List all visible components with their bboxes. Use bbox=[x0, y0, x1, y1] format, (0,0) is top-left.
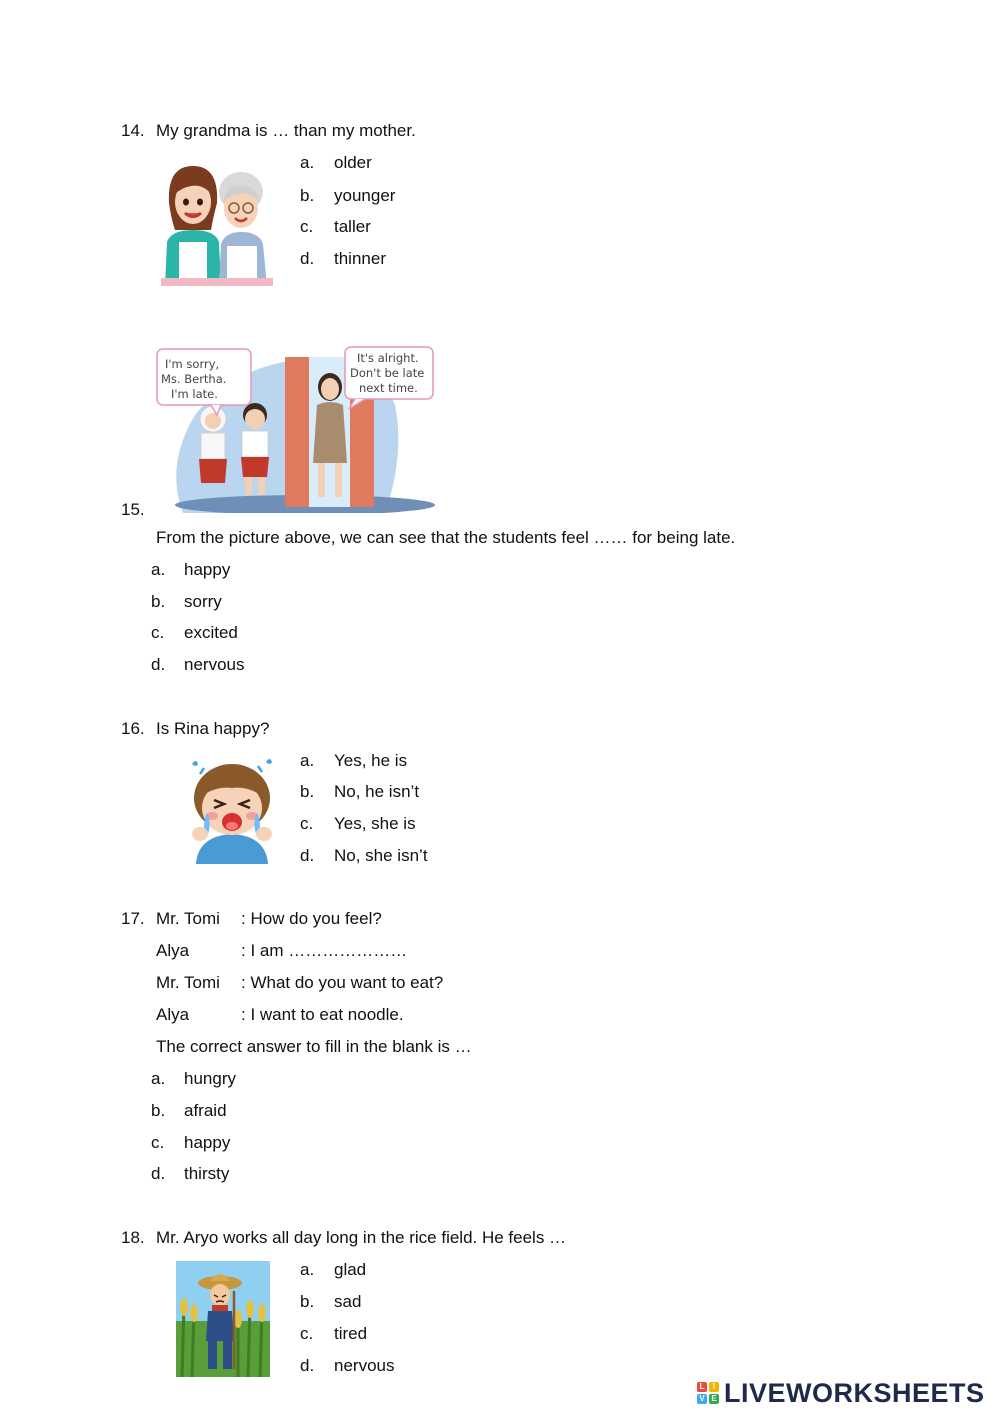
q17-dialogue-line: : I am ………………… bbox=[241, 941, 408, 960]
q17-speaker: Alya bbox=[156, 1005, 190, 1024]
q14-option-letter: b. bbox=[300, 186, 315, 205]
q17-dialogue-line: : I want to eat noodle. bbox=[241, 1005, 404, 1024]
q17-dialogue-line: : How do you feel? bbox=[241, 909, 382, 928]
q17-speaker: Mr. Tomi bbox=[156, 909, 220, 928]
q16-option-text: No, he isn’t bbox=[334, 782, 420, 801]
q14-option-text: taller bbox=[334, 217, 371, 236]
q15-option-text: sorry bbox=[184, 592, 222, 611]
liveworksheets-logo-icon bbox=[697, 1382, 719, 1404]
q14-option-letter: c. bbox=[300, 217, 314, 236]
q16-option-letter: b. bbox=[300, 782, 315, 801]
q17-option-letter: d. bbox=[151, 1164, 166, 1183]
q16-crying-girl-illustration bbox=[184, 754, 280, 864]
q18-option-letter: c. bbox=[300, 1324, 314, 1343]
q17-prompt: The correct answer to fill in the blank is … bbox=[156, 1037, 472, 1056]
q18-option-letter: d. bbox=[300, 1356, 315, 1375]
q18-option-text: nervous bbox=[334, 1356, 395, 1375]
q18-number: 18. bbox=[121, 1228, 145, 1247]
q17-dialogue-line: : What do you want to eat? bbox=[241, 973, 444, 992]
q16-number: 16. bbox=[121, 719, 145, 738]
q15-bubble-left-line: Ms. Bertha. bbox=[161, 372, 227, 386]
q17-option-text: thirsty bbox=[184, 1164, 230, 1183]
q17-option-text: happy bbox=[184, 1133, 231, 1152]
q16-option-text: No, she isn’t bbox=[334, 846, 428, 865]
q15-bubble-right-line: Don't be late bbox=[350, 366, 425, 380]
q17-speaker: Alya bbox=[156, 941, 190, 960]
q18-option-text: sad bbox=[334, 1292, 362, 1311]
q15-option-text: nervous bbox=[184, 655, 245, 674]
q14-option-text: older bbox=[334, 153, 372, 172]
q18-option-letter: a. bbox=[300, 1260, 315, 1279]
q18-question: Mr. Aryo works all day long in the rice field. He feels … bbox=[156, 1228, 567, 1247]
q18-option-text: tired bbox=[334, 1324, 368, 1343]
q15-bubble-left-line: I'm sorry, bbox=[165, 357, 220, 371]
q17-number: 17. bbox=[121, 909, 145, 928]
q15-question: From the picture above, we can see that the students feel …… for being late. bbox=[156, 528, 736, 547]
q16-option-letter: d. bbox=[300, 846, 315, 865]
q15-option-letter: d. bbox=[151, 655, 166, 674]
q18-tired-farmer-illustration bbox=[176, 1261, 270, 1377]
q17-speaker: Mr. Tomi bbox=[156, 973, 220, 992]
q15-option-letter: b. bbox=[151, 592, 166, 611]
logo-letter: E bbox=[709, 1394, 719, 1404]
q14-option-letter: a. bbox=[300, 153, 315, 172]
q16-option-letter: a. bbox=[300, 751, 315, 770]
q15-option-text: happy bbox=[184, 560, 231, 579]
q17-option-text: hungry bbox=[184, 1069, 236, 1088]
q15-number: 15. bbox=[121, 500, 145, 519]
q14-option-letter: d. bbox=[300, 249, 315, 268]
q15-bubble-right-line: next time. bbox=[359, 381, 418, 395]
q14-option-text: younger bbox=[334, 186, 396, 205]
q15-option-letter: a. bbox=[151, 560, 166, 579]
q15-late-students-illustration bbox=[155, 345, 437, 513]
q18-option-text: glad bbox=[334, 1260, 367, 1279]
liveworksheets-brand bbox=[697, 1378, 993, 1408]
q16-option-text: Yes, she is bbox=[334, 814, 416, 833]
q16-question: Is Rina happy? bbox=[156, 719, 270, 738]
q16-option-letter: c. bbox=[300, 814, 314, 833]
q14-mother-grandma-illustration bbox=[161, 158, 273, 286]
q17-option-letter: b. bbox=[151, 1101, 166, 1120]
q15-bubble-left-line: I'm late. bbox=[171, 387, 218, 401]
logo-letter: I bbox=[709, 1382, 719, 1392]
logo-letter: V bbox=[697, 1394, 707, 1404]
q14-option-text: thinner bbox=[334, 249, 386, 268]
q18-option-letter: b. bbox=[300, 1292, 315, 1311]
q15-option-text: excited bbox=[184, 623, 238, 642]
q17-option-text: afraid bbox=[184, 1101, 227, 1120]
logo-letter: L bbox=[697, 1382, 707, 1392]
q16-option-text: Yes, he is bbox=[334, 751, 408, 770]
brand-name: LIVEWORKSHEETS bbox=[724, 1378, 985, 1408]
q14-question: My grandma is … than my mother. bbox=[156, 121, 416, 140]
q17-option-letter: c. bbox=[151, 1133, 165, 1152]
q14-number: 14. bbox=[121, 121, 145, 140]
q15-option-letter: c. bbox=[151, 623, 165, 642]
q17-option-letter: a. bbox=[151, 1069, 166, 1088]
q15-bubble-right-line: It's alright. bbox=[357, 351, 419, 365]
